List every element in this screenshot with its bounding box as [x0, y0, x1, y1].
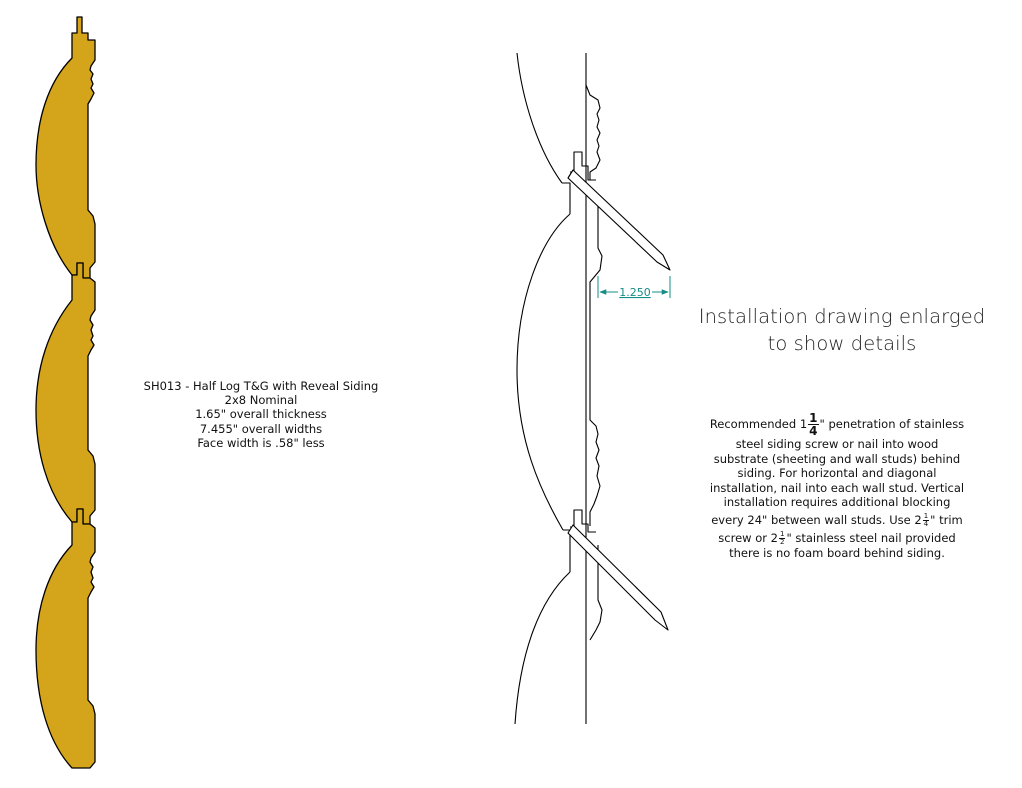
profile-thickness: 1.65" overall thickness [195, 407, 327, 422]
notes-line-8-post: " stainless steel nail provided [786, 530, 956, 545]
fraction-denominator: 4 [809, 424, 818, 438]
fraction-one-quarter [808, 412, 818, 437]
notes-line-1-post: " penetration of stainless [819, 417, 965, 431]
notes-line-1-pre: Recommended 1 [709, 417, 808, 431]
fraction-one-half-small [779, 531, 785, 546]
profile-nominal-size: 2x8 Nominal [224, 393, 298, 408]
fasteners [568, 170, 670, 630]
upper-siding-screw [568, 170, 670, 270]
half-log-board-2 [36, 263, 95, 524]
notes-line-9: there is no foam board behind siding. [729, 545, 945, 560]
notes-line-1 [692, 412, 982, 437]
profile-widths: 7.455" overall widths [199, 421, 323, 436]
lower-siding-screw [568, 525, 668, 630]
notes-line-3: substrate (sheeting and wall studs) behind [713, 451, 961, 466]
upper-board-face-curve [517, 53, 562, 183]
installation-notes [692, 412, 982, 560]
lower-board-face-curve [515, 572, 570, 724]
notes-line-7 [692, 513, 982, 528]
fraction-numerator: 1 [809, 411, 818, 425]
profile-face-width: Face width is .58" less [197, 435, 325, 450]
fraction-numerator: 1 [779, 529, 785, 538]
notes-line-2: steel siding screw or nail into wood [735, 437, 939, 451]
notes-line-8-pre: screw or 2 [718, 530, 778, 545]
installation-section-outline [515, 53, 602, 724]
notes-line-6: installation requires additional blocking [723, 495, 951, 509]
half-log-board-1 [36, 17, 95, 278]
notes-line-7-post: " trim [930, 512, 963, 527]
installation-heading [680, 303, 1004, 357]
notes-line-5: installation, nail into each wall stud. Vertical [709, 480, 965, 495]
middle-board-back-edge [590, 200, 602, 526]
fraction-denominator: 2 [779, 537, 785, 546]
half-log-board-profile-stack [36, 17, 95, 768]
notes-line-4: siding. For horizontal and diagonal [737, 466, 937, 480]
fraction-numerator: 1 [923, 511, 929, 520]
installation-heading-line-2: to show details [767, 332, 917, 355]
half-log-board-3 [36, 509, 95, 768]
penetration-dimension-value: 1.250 [619, 286, 651, 299]
profile-description [120, 379, 402, 450]
installation-heading-line-1: Installation drawing enlarged [698, 305, 986, 328]
notes-line-7-pre: every 24" between wall studs. Use 2 [711, 512, 922, 527]
middle-board-face-curve [517, 214, 570, 530]
notes-line-8 [692, 531, 982, 546]
fraction-one-quarter-small [923, 513, 929, 528]
fraction-denominator: 4 [923, 519, 929, 528]
profile-title: SH013 - Half Log T&G with Reveal Siding [143, 379, 379, 393]
